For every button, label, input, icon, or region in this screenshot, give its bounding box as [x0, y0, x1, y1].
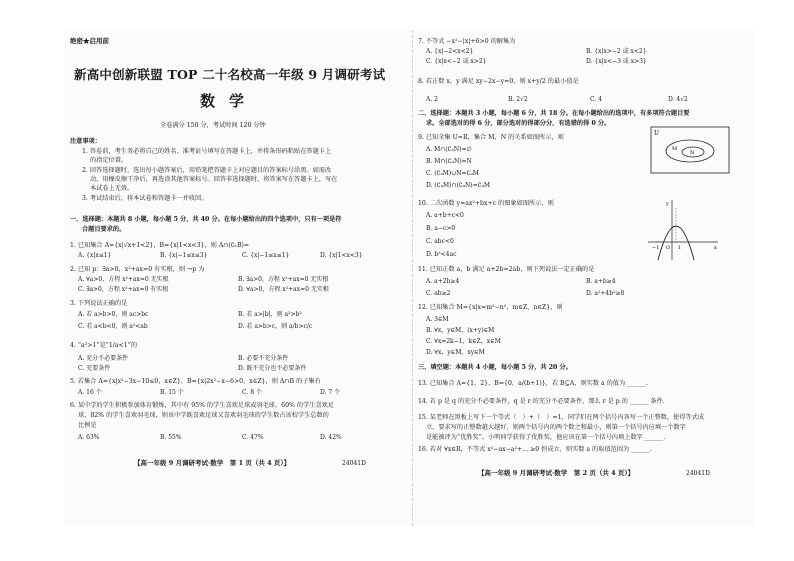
option: C. {x|x<−2 或 x>2} [426, 58, 487, 65]
question-1: 1. 已知集合 A={x|√x+1<2}，B={x|1<x<3}，则 A∩(∁ᵣB)= [70, 242, 250, 249]
parabola-graph [646, 198, 720, 262]
exam-sheet [64, 30, 754, 526]
graph-label-y: y [666, 201, 669, 207]
question-10: 10. 二次函数 y=ax²+bx+c 的图象如图所示，则 [418, 200, 554, 207]
option: D. ∀a>0，方程 x²+ax=0 无实根 [238, 286, 329, 293]
question-7: 7. 不等式 −x²−|x|+6>0 的解集为 [418, 38, 516, 45]
graph-label-x: x [714, 245, 717, 251]
option: A. {x|x≤1} [78, 252, 112, 259]
option: D. b²<4ac [426, 251, 457, 258]
option: C. abc<0 [426, 238, 454, 245]
section-two-heading: 二、选择题：本题共 3 小题，每小题 6 分，共 18 分。在每小题给出的选项中，有多项符合题目要 [418, 110, 690, 117]
question-6-line: 6. 某中学的学生积极参加体育锻炼，其中有 95% 的学生喜欢足球或羽毛球，60% 的学生喜欢足 [70, 402, 335, 409]
notice-line: 3. 考试结束后，将本试卷和答题卡一并收回。 [82, 195, 208, 202]
option: A. 充分不必要条件 [78, 355, 129, 362]
venn-diagram [650, 126, 730, 174]
option: B. 2√2 [508, 96, 528, 103]
option: A. 若 a>b>0，则 ac>bc [78, 311, 149, 318]
option: D. {x|x<−3 或 x>3} [586, 58, 647, 65]
venn-label-u: U [654, 130, 660, 137]
notice-line: 2. 回答选择题时，选出每小题答案后，用铅笔把答题卡上对应题目的答案标号涂黑。如需改 [82, 167, 332, 174]
option: D. a²+4b²≥8 [586, 290, 625, 297]
question-16: 16. 若对 ∀x∈R，不等式 x²−ax−a²+... ≥0 恒成立，则实数 a 的取值范围为 ______. [418, 446, 652, 453]
graph-label-neg1: −1 [652, 245, 660, 251]
question-4: 4. “a²>1”是“1/a<1”的 [70, 342, 138, 349]
option: B. ∀x，y∈M，(x+y)∈M [426, 327, 495, 334]
option: C. 4 [590, 96, 603, 103]
column-divider [412, 30, 413, 526]
option: A. a+2b≥4 [426, 278, 460, 285]
option: A. 63% [78, 434, 100, 441]
option: A. {x|−2<x<2} [426, 48, 474, 55]
exam-info: 全卷满分 150 分，考试时间 120 分钟 [160, 122, 266, 129]
question-12: 12. 已知集合 M={x|x=m²−n²，m∈Z，n∈Z}，则 [418, 304, 563, 311]
option: C. (∁ᵤM)∪N=∁ᵤM [426, 170, 479, 177]
question-13: 13. 已知集合 A={1，2}，B={0，a/(b+1)}，若 B⊆A，则实数 a 的值为 ______. [418, 380, 648, 387]
question-15-line: 立，要求写的正整数越大越好，则两个括号内的两个数之和最小，则第一个括号内应填一个数字 [426, 424, 686, 431]
option: B. 55% [160, 434, 182, 441]
notice-line: 本试卷上无效。 [90, 185, 134, 192]
question-6-line: 球，82% 的学生喜欢羽毛球，则该中学既喜欢足球又喜欢羽毛球的学生数占该校学生总数的 [78, 412, 329, 419]
notice-heading: 注意事项： [70, 138, 101, 145]
question-14: 14. 若 p 是 q 的充分不必要条件，q 是 r 的充分不必要条件，那么 r 是 p 的 ______ 条件. [418, 398, 665, 405]
exam-title: 新高中创新联盟 TOP 二十名校高一年级 9 月调研考试 [74, 67, 386, 82]
option: C. 47% [242, 434, 264, 441]
question-5: 5. 若集合 A={x|x²−3x−10≤0，x∈Z}，B={x|2x²−x−6>0，x∈Z}，则 A∩B 的子集有 [70, 378, 321, 385]
option: D. {x|1<x<3} [320, 252, 363, 259]
option: B. ∃a>0，方程 x²+ax=0 无实根 [238, 276, 329, 283]
question-6-line: 比例是 [78, 422, 97, 429]
option: D. ∀x，y∈M，xy∈M [426, 349, 485, 356]
question-2: 2. 已知 p：∃a>0，x²+ax=0 有实根，则 ¬p 为 [70, 266, 205, 273]
notice-line: 动，用橡皮擦干净后，再选涂其他答案标号。回答非选择题时，将答案写在答题卡上，写在 [90, 176, 338, 183]
option: A. 3∈M [426, 316, 449, 323]
option: B. 必要不充分条件 [238, 355, 289, 362]
option: B. a−c>0 [426, 225, 456, 232]
option: A. a+b+c<0 [426, 212, 464, 219]
option: A. ∀a>0，方程 x²+ax=0 无实根 [78, 276, 169, 283]
notice-line: 1. 答卷前，考生务必将自己的姓名、准考证号填写在答题卡上，并将条形码粘贴在答题卡上 [82, 148, 332, 155]
option: C. 若 a<b<0，则 a²<ab [78, 323, 148, 330]
graph-label-1: 1 [678, 245, 682, 251]
venn-label-m: M [672, 146, 678, 152]
graph-label-origin: O [666, 245, 671, 251]
question-15-line: 是能被评为“优胜奖”。小明同学获得了优胜奖，他应该在第一个括号内填上数字 ______. [426, 434, 666, 441]
option: A. M∩(∁ᵤN)=∅ [426, 146, 472, 153]
footer-code: 24041D [686, 470, 710, 477]
option: B. {x|−1≤x≤3} [160, 252, 208, 259]
secret-label: 绝密★启用前 [70, 37, 109, 45]
option: A. 16 个 [78, 389, 102, 396]
option: B. M∩(∁ᵤN)=N [426, 158, 472, 165]
option: D. 4√2 [668, 96, 688, 103]
option: B. 15 个 [160, 389, 184, 396]
question-8: 8. 若正数 x，y 满足 xy−2x−y=0，则 x+y/2 的最小值是 [418, 78, 579, 85]
venn-label-n: N [690, 150, 695, 156]
option: D. 若 a>b>c，则 a/b>c/c [238, 323, 313, 330]
question-15-line: 15. 某老师在黑板上写下一个等式（ ）+（ ）=1，同学们在两个括号内各写一个正整数，使得等式成 [418, 414, 704, 421]
option: D. 7 个 [320, 389, 341, 396]
section-three-heading: 三、填空题：本题共 4 小题，每小题 5 分，共 20 分。 [418, 364, 572, 371]
option: C. ∃a>0，方程 x²+ax=0 有实根 [78, 286, 169, 293]
option: B. a+b≥4 [586, 278, 616, 285]
option: B. {x|x>−2 或 x<2} [586, 48, 647, 55]
question-3: 3. 下列说法正确的是 [70, 300, 128, 307]
section-one-heading-cont: 合题目要求的。 [82, 226, 126, 233]
footer-code: 24041D [342, 460, 366, 467]
option: D. 42% [320, 434, 342, 441]
parabola-curve [658, 226, 694, 260]
page-footer: 【高一年级 9 月调研考试·数学 第 2 页（共 4 页）】 [478, 469, 635, 477]
option: C. 8 个 [242, 389, 262, 396]
option: D. (∁ᵤM)∩(∁ᵤN)=∁ᵤM [426, 182, 490, 189]
option: C. ∀x=2k−1，k∈Z，x∈M [426, 338, 501, 345]
option: C. {x|−1≤x≤1} [242, 252, 290, 259]
option: D. 既不充分也不必要条件 [238, 365, 307, 372]
section-two-heading-cont: 求。全部选对的得 6 分，部分选对的得部分分，有选错的得 0 分。 [426, 120, 611, 127]
question-9: 9. 已知全集 U=R，集合 M，N 的关系如图所示，则 [418, 134, 564, 141]
section-one-heading: 一、选择题：本题共 8 小题，每小题 5 分，共 40 分。在每小题给出的四个选项中，只有一项是符 [70, 216, 342, 223]
question-11: 11. 已知正数 a，b 满足 a+2b=2ab，则下列说法一定正确的是 [418, 266, 595, 273]
option: C. ab≥2 [426, 290, 451, 297]
option: B. 若 a>|b|，则 a²>b² [238, 311, 302, 318]
subject-title: 数学 [200, 92, 259, 110]
notice-line: 的指定位置。 [90, 157, 128, 164]
option: C. 充要条件 [78, 365, 111, 372]
option: A. 2 [426, 96, 438, 103]
page-footer: 【高一年级 9 月调研考试·数学 第 1 页（共 4 页）】 [134, 459, 291, 467]
